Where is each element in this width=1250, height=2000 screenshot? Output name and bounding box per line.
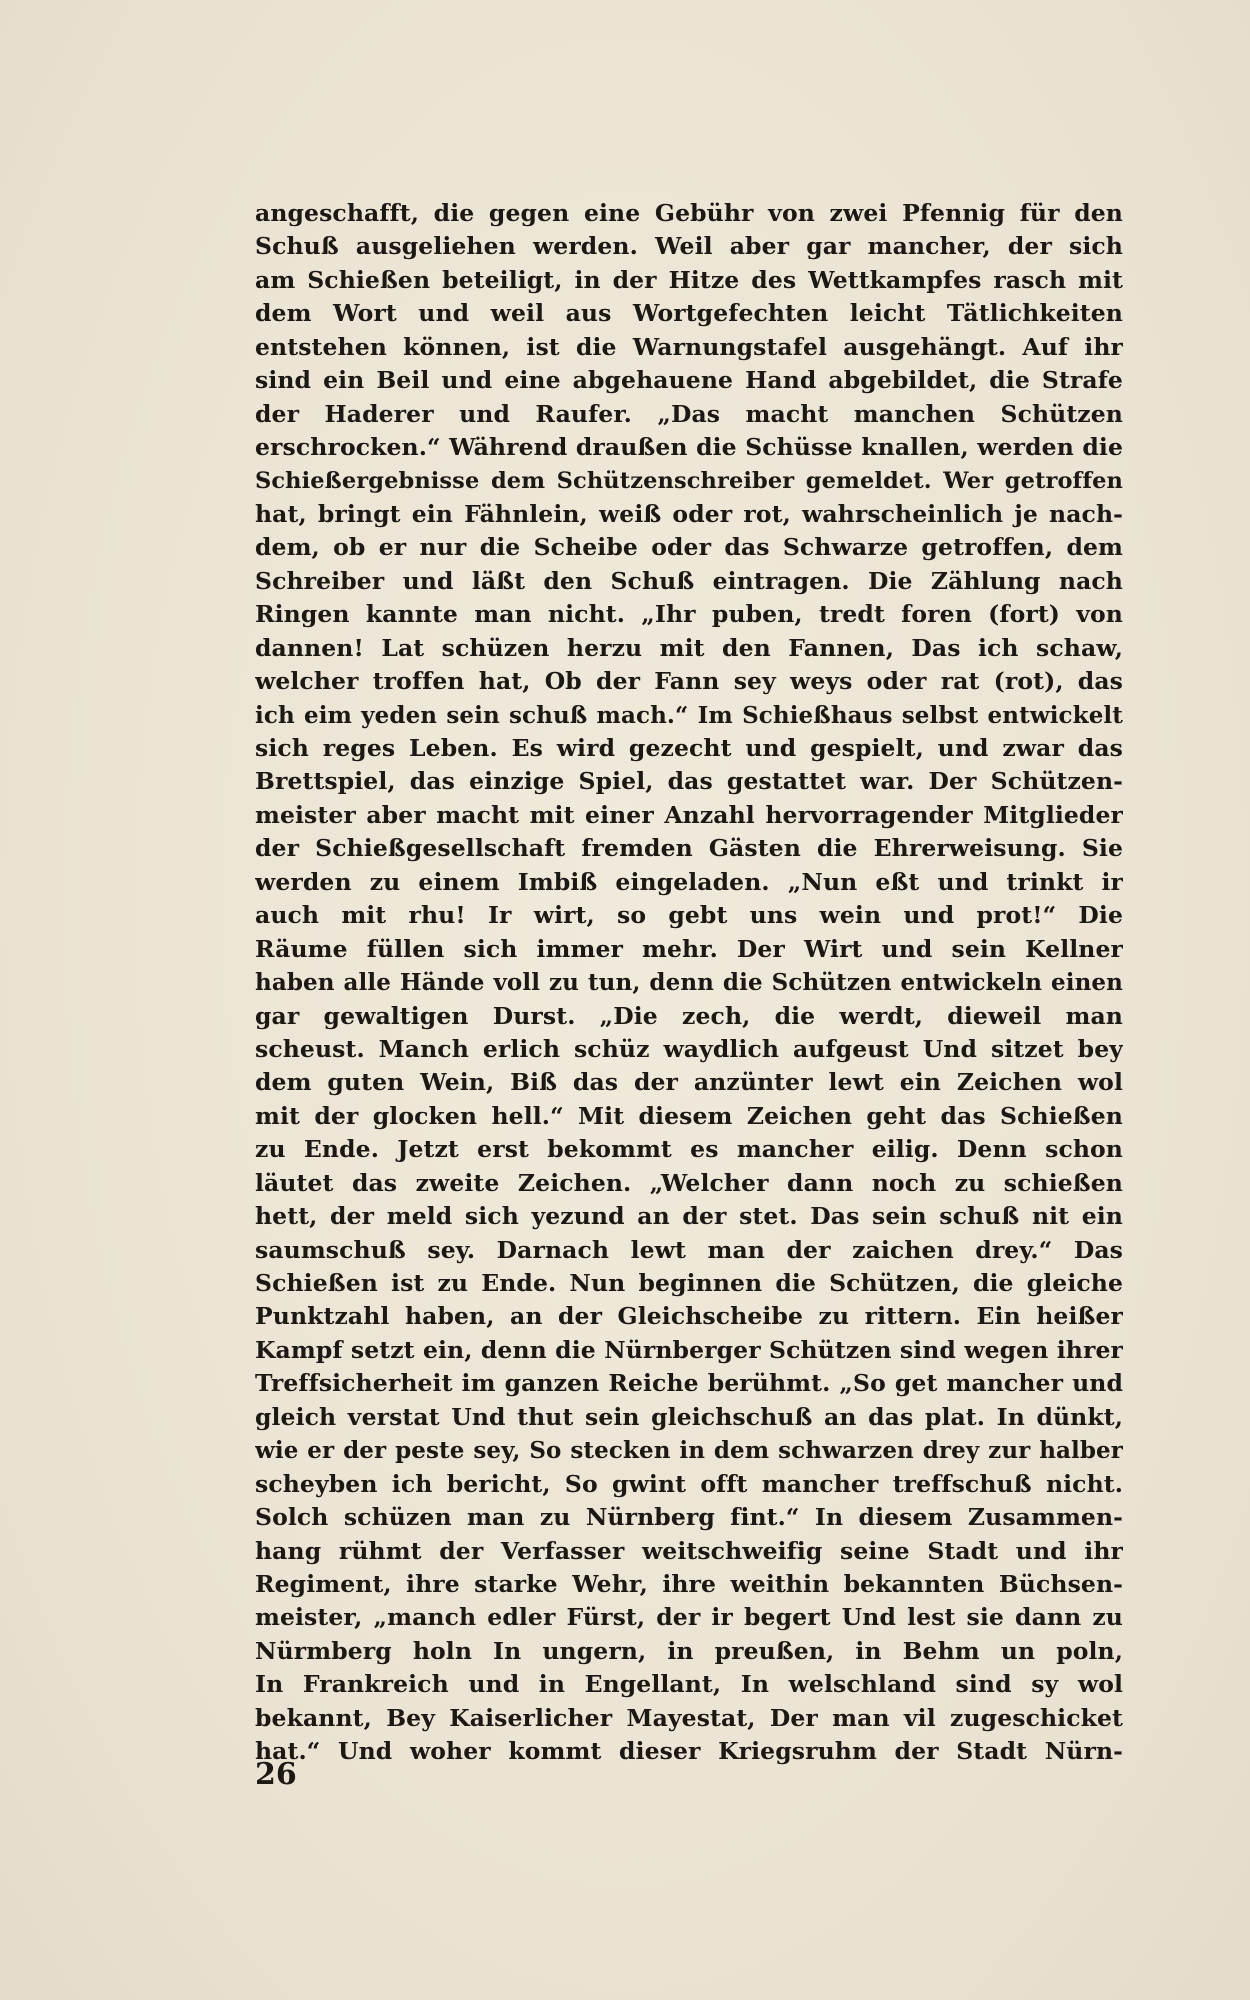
- text-line: angeschafft, die gegen eine Gebühr von zwei Pfennig für den: [255, 199, 1123, 227]
- text-line: Solch schüzen man zu Nürnberg fint.“ In diesem Zusammen-: [255, 1503, 1123, 1532]
- text-line: Regiment, ihre starke Wehr, ihre weithin bekannten Büchsen-: [255, 1569, 1123, 1598]
- text-line: Räume füllen sich immer mehr. Der Wirt und sein Kellner: [255, 934, 1123, 963]
- text-line: welcher troffen hat, Ob der Fann sey weys oder rat (rot), das: [255, 667, 1123, 696]
- text-line: Schreiber und läßt den Schuß eintragen. Die Zählung nach: [255, 566, 1123, 595]
- text-line: Nürmberg holn In ungern, in preußen, in Behm un poln,: [255, 1636, 1123, 1665]
- text-line: hat, bringt ein Fähnlein, weiß oder rot, wahrscheinlich je nach-: [255, 499, 1123, 528]
- text-line: meister aber macht mit einer Anzahl hervorragender Mitglieder: [255, 800, 1123, 829]
- text-line: zu Ende. Jetzt erst bekommt es mancher eilig. Denn schon: [255, 1135, 1123, 1164]
- text-line: haben alle Hände voll zu tun, denn die Schützen entwickeln einen: [255, 969, 1123, 997]
- text-line: Punktzahl haben, an der Gleichscheibe zu rittern. Ein heißer: [255, 1302, 1123, 1331]
- text-line: Schießergebnisse dem Schützenschreiber gemeldet. Wer getroffen: [255, 467, 1123, 494]
- text-line: gar gewaltigen Durst. „Die zech, die werdt, dieweil man: [255, 1001, 1123, 1030]
- text-line: scheyben ich bericht, So gwint offt mancher treffschuß nicht.: [255, 1469, 1123, 1498]
- text-line: am Schießen beteiligt, in der Hitze des Wettkampfes rasch mit: [255, 265, 1123, 294]
- text-line: In Frankreich und in Engellant, In welschland sind sy wol: [255, 1670, 1123, 1699]
- text-line: Treffsicherheit im ganzen Reiche berühmt. „So get mancher und: [255, 1369, 1123, 1398]
- text-line: wie er der peste sey, So stecken in dem schwarzen drey zur halber: [255, 1437, 1123, 1465]
- text-line: mit der glocken hell.“ Mit diesem Zeichen geht das Schießen: [255, 1101, 1123, 1130]
- text-line: scheust. Manch erlich schüz waydlich aufgeust Und sitzet bey: [255, 1034, 1123, 1063]
- text-line: dem guten Wein, Biß das der anzünter lewt ein Zeichen wol: [255, 1068, 1123, 1097]
- text-line: hett, der meld sich yezund an der stet. Das sein schuß nit ein: [255, 1202, 1123, 1231]
- text-line: sind ein Beil und eine abgehauene Hand abgebildet, die Strafe: [255, 366, 1123, 395]
- text-line: meister, „manch edler Fürst, der ir begert Und lest sie dann zu: [255, 1603, 1123, 1632]
- text-line: Schießen ist zu Ende. Nun beginnen die Schützen, die gleiche: [255, 1269, 1123, 1297]
- text-line: der Haderer und Raufer. „Das macht manchen Schützen: [255, 399, 1123, 428]
- body-text: [255, 197, 1123, 1769]
- text-line: hat.“ Und woher kommt dieser Kriegsruhm der Stadt Nürn-: [255, 1737, 1123, 1766]
- text-line: entstehen können, ist die Warnungstafel ausgehängt. Auf ihr: [255, 332, 1123, 361]
- text-line: Schuß ausgeliehen werden. Weil aber gar mancher, der sich: [255, 232, 1123, 261]
- text-line: auch mit rhu! Ir wirt, so gebt uns wein und prot!“ Die: [255, 901, 1123, 930]
- text-line: Brettspiel, das einzige Spiel, das gestattet war. Der Schützen-: [255, 767, 1123, 796]
- page-number: 26: [255, 1757, 297, 1792]
- text-line: dem, ob er nur die Scheibe oder das Schwarze getroffen, dem: [255, 533, 1123, 562]
- text-line: bekannt, Bey Kaiserlicher Mayestat, Der man vil zugeschicket: [255, 1703, 1123, 1732]
- text-line: der Schießgesellschaft fremden Gästen die Ehrerweisung. Sie: [255, 834, 1123, 863]
- text-line: sich reges Leben. Es wird gezecht und gespielt, und zwar das: [255, 734, 1123, 762]
- text-line: hang rühmt der Verfasser weitschweifig seine Stadt und ihr: [255, 1536, 1123, 1565]
- text-line: Kampf setzt ein, denn die Nürnberger Schützen sind wegen ihrer: [255, 1335, 1123, 1364]
- text-line: Ringen kannte man nicht. „Ihr puben, tredt foren (fort) von: [255, 600, 1123, 629]
- text-line: erschrocken.“ Während draußen die Schüsse knallen, werden die: [255, 433, 1123, 462]
- text-line: ich eim yeden sein schuß mach.“ Im Schießhaus selbst entwickelt: [255, 701, 1123, 729]
- text-line: läutet das zweite Zeichen. „Welcher dann noch zu schießen: [255, 1168, 1123, 1197]
- text-line: dem Wort und weil aus Wortgefechten leicht Tätlichkeiten: [255, 299, 1123, 328]
- text-line: dannen! Lat schüzen herzu mit den Fannen, Das ich schaw,: [255, 633, 1123, 662]
- text-line: werden zu einem Imbiß eingeladen. „Nun eßt und trinkt ir: [255, 867, 1123, 896]
- text-line: saumschuß sey. Darnach lewt man der zaichen drey.“ Das: [255, 1235, 1123, 1264]
- text-line: gleich verstat Und thut sein gleichschuß an das plat. In dünkt,: [255, 1402, 1123, 1431]
